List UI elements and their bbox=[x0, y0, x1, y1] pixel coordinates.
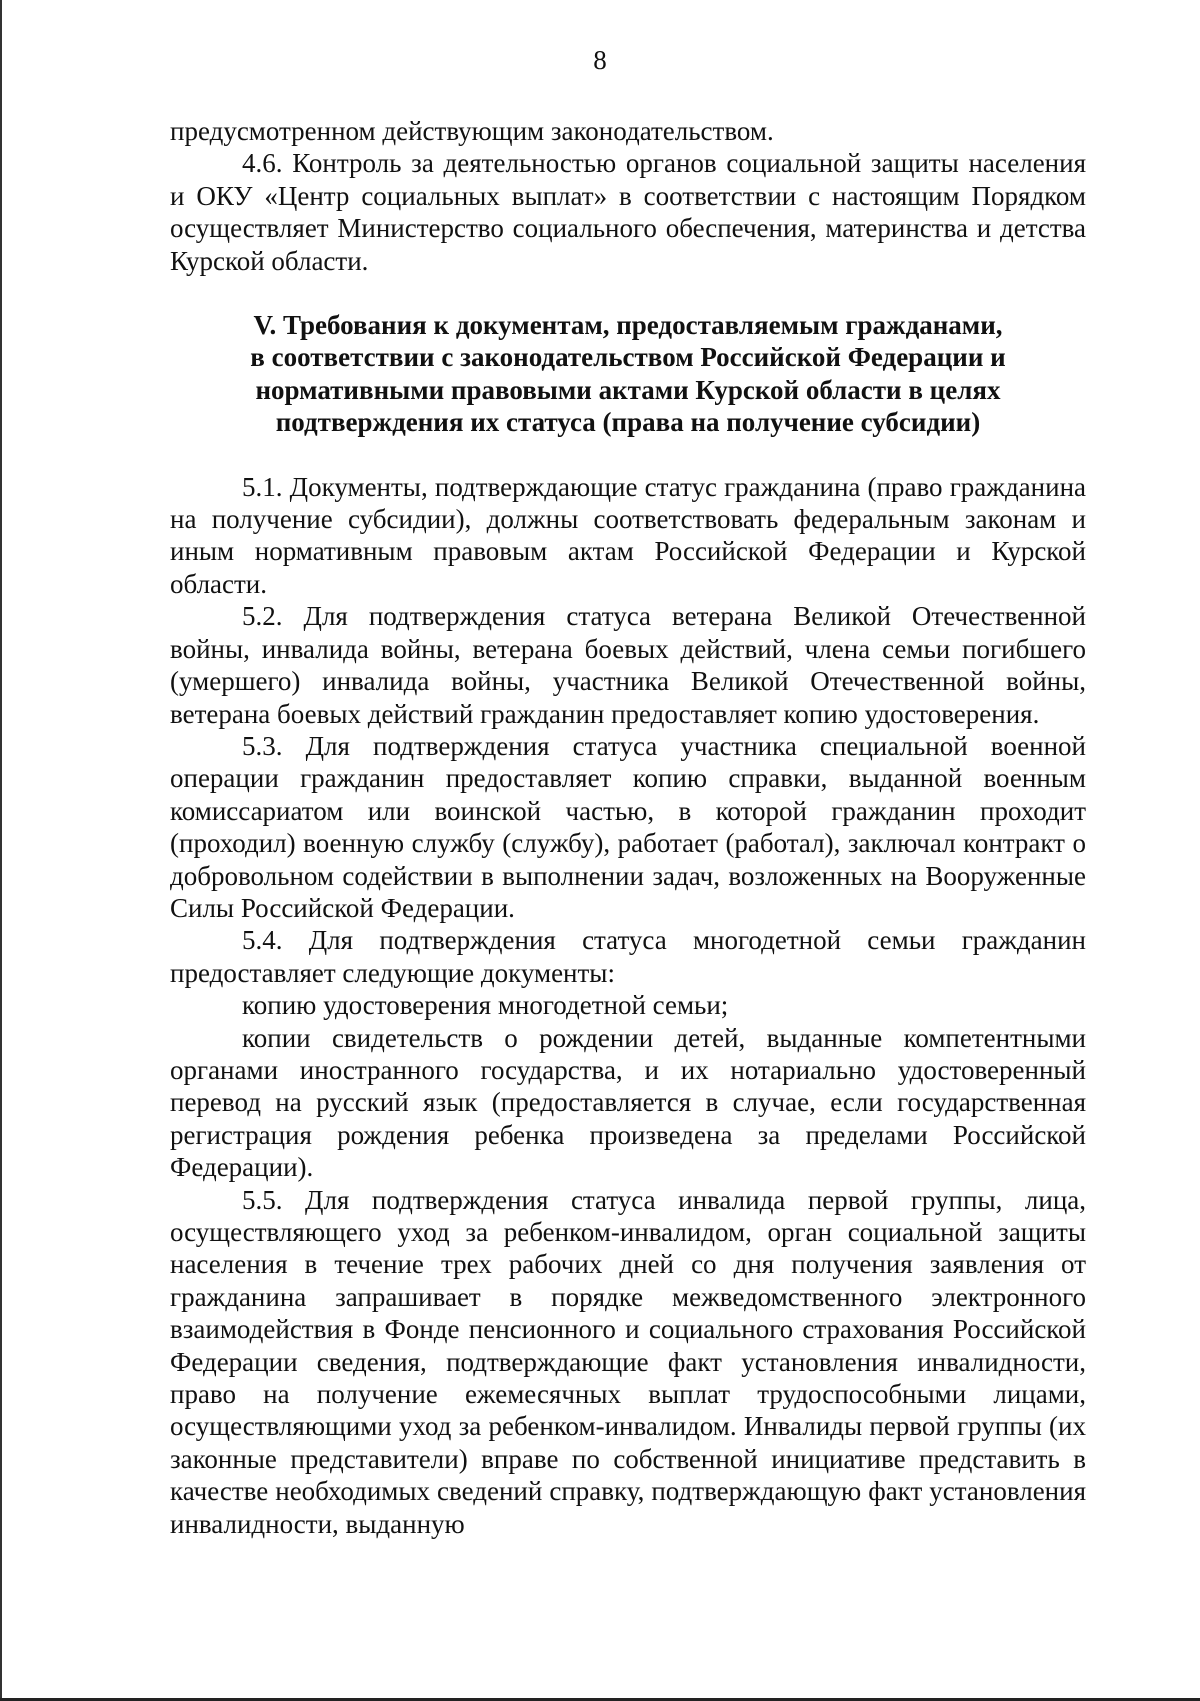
paragraph-5-4-item-2: копии свидетельств о рождении детей, выданные компетентными органами иностранного государства, и их нотариально удостоверенный перевод на русский язык (предоставляется в случае, если государственная регистрация рождения ребенка произведена за пределами Российской Федерации). bbox=[170, 1022, 1086, 1183]
paragraph-5-3: 5.3. Для подтверждения статуса участника специальной военной операции гражданин предоставляет копию справки, выданной военным комиссариатом или воинской частью, в которой гражданин проходит (проходил) военную службу (службу), работает (работал), заключал контракт о добровольном содействии в выполнении задач, возложенных на Вооруженные Силы Российской Федерации. bbox=[170, 730, 1086, 923]
paragraph-continuation: предусмотренном действующим законодательством. bbox=[170, 116, 774, 146]
paragraph-5-1: 5.1. Документы, подтверждающие статус гражданина (право гражданина на получение субсидии), должны соответствовать федеральным законам и иным нормативным правовым актам Российской Федерации и Курской области. bbox=[170, 471, 1086, 599]
section-heading-line-3: нормативными правовыми актами Курской области в целях bbox=[255, 374, 1001, 405]
section-heading-line-4: подтверждения их статуса (права на получение субсидии) bbox=[275, 407, 981, 438]
paragraph-5-5: 5.5. Для подтверждения статуса инвалида первой группы, лица, осуществляющего уход за ребенком-инвалидом, орган социальной защиты населения в течение трех рабочих дней со дня получения заявления от гражданина запрашивает в порядке межведомственного электронного взаимодействия в Фонде пенсионного и социального страхования Российской Федерации сведения, подтверждающие факт установления инвалидности, право на получение ежемесячных выплат трудоспособными лицами, осуществляющими уход за ребенком-инвалидом. Инвалиды первой группы (их законные представители) вправе по собственной инициативе представить в качестве необходимых сведений справку, подтверждающую факт установления инвалидности, выданную bbox=[170, 1184, 1086, 1539]
scan-left-edge bbox=[0, 0, 2, 1701]
paragraph-5-4: 5.4. Для подтверждения статуса многодетной семьи гражданин предоставляет следующие документы: bbox=[170, 925, 1086, 988]
paragraph-5-4-item-1: копию удостоверения многодетной семьи; bbox=[242, 990, 729, 1021]
document-body bbox=[170, 115, 1086, 1540]
paragraph-4-6: 4.6. Контроль за деятельностью органов социальной защиты населения и ОКУ «Центр социальных выплат» в соответствии с настоящим Порядком осуществляет Министерство социального обеспечения, материнства и детства Курской области. bbox=[170, 148, 1086, 276]
section-heading-line-2: в соответствии с законодательством Российской Федерации и bbox=[250, 342, 1006, 373]
page-number: 8 bbox=[593, 45, 607, 75]
section-heading bbox=[170, 309, 1086, 439]
paragraph-5-2: 5.2. Для подтверждения статуса ветерана Великой Отечественной войны, инвалида войны, ветерана боевых действий, члена семьи погибшего (умершего) инвалида войны, участника Великой Отечественной войны, ветерана боевых действий гражданин предоставляет копию удостоверения. bbox=[170, 601, 1086, 729]
section-heading-line-1: V. Требования к документам, предоставляемым гражданами, bbox=[253, 310, 1003, 341]
